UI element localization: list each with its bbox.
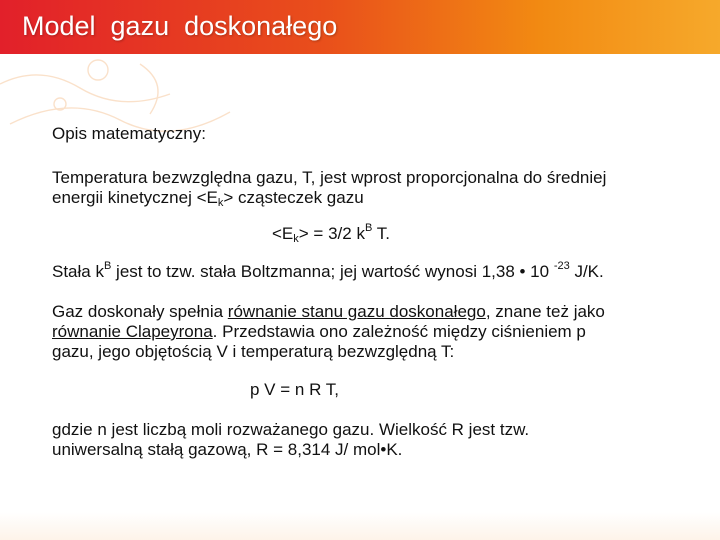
page-title: Model gazu doskonałego — [22, 11, 338, 41]
header-bar — [0, 0, 720, 54]
intro-text: Opis matematyczny: — [52, 124, 206, 143]
decorative-swirl-graphic — [0, 54, 260, 164]
temperature-line-1: Temperatura bezwzględna gazu, T, jest wprost proporcjonalna do średniej — [52, 168, 607, 187]
ideal-gas-equation-link[interactable]: równanie stanu gazu doskonałego — [227, 302, 486, 321]
temperature-line-2: energii kinetycznej $<E_k>$ cząsteczek gazu — [52, 188, 364, 209]
clapeyron-equation-link[interactable]: równanie Clapeyrona — [52, 322, 213, 341]
ideal-gas-line-1: Gaz doskonały spełnia równanie stanu gazu doskonałego, znane też jako — [52, 302, 605, 321]
gas-constant-line-1: gdzie n jest liczbą moli rozważanego gazu. Wielkość R jest tzw. — [52, 420, 530, 439]
clapeyron-equation: p V = n R T, — [250, 380, 339, 399]
gas-constant-line-2: uniwersalną stałą gazową, R = 8,314 J/ mol•K. — [52, 440, 403, 459]
footer-bar — [0, 512, 720, 540]
boltzmann-constant-text: Stała $k^B$ jest to tzw. stała Boltzmanna; jej wartość wynosi 1,38 • 10 $^{-23}$ J/K. — [52, 260, 604, 281]
ideal-gas-line-2: równanie Clapeyrona. Przedstawia ono zależność między ciśnieniem p — [52, 322, 586, 341]
kinetic-energy-equation: $<E_k> = 3/2$ $k^B$ T. — [272, 222, 390, 245]
ideal-gas-line-3: gazu, jego objętością V i temperaturą bezwzględną T: — [52, 342, 455, 361]
